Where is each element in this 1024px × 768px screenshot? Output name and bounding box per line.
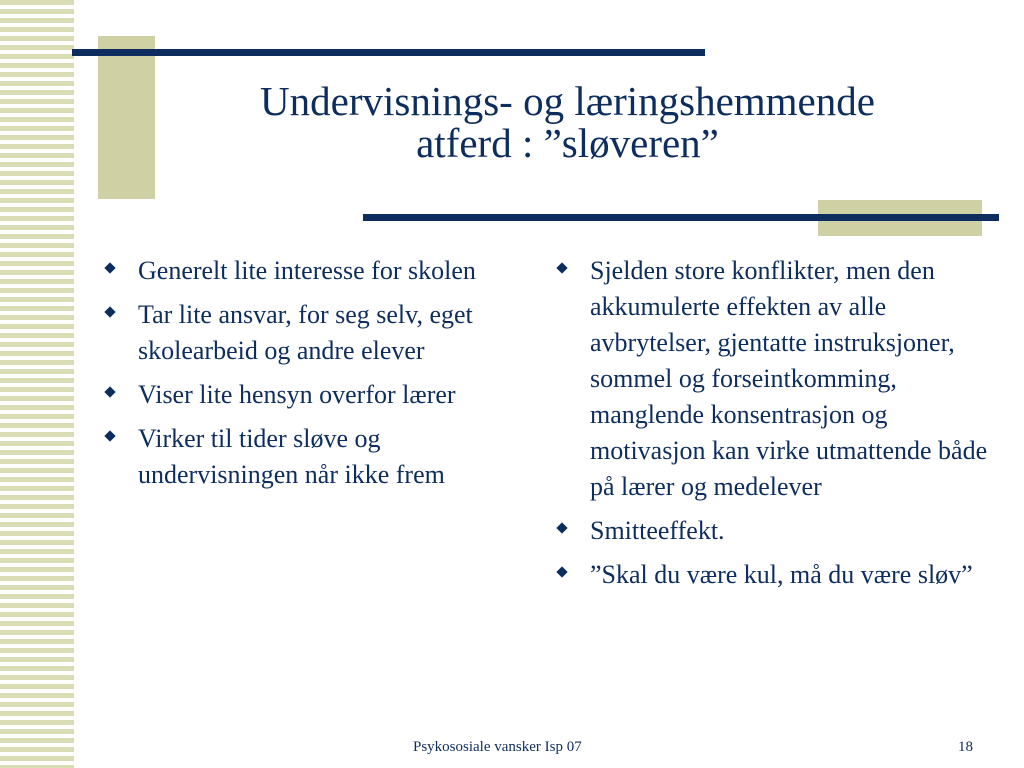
slide-title-line-1: Undervisnings- og læringshemmende bbox=[260, 78, 875, 124]
footer-presentation-name: Psykososiale vansker Isp 07 bbox=[413, 739, 582, 755]
diamond-bullet-icon bbox=[556, 566, 567, 577]
left-list-item bbox=[104, 297, 524, 369]
slide-title bbox=[150, 80, 985, 164]
diamond-bullet-icon bbox=[104, 430, 115, 441]
left-bullet-list bbox=[104, 253, 524, 501]
left-list-item bbox=[104, 377, 524, 413]
diamond-bullet-icon bbox=[104, 386, 115, 397]
decorative-stripes bbox=[0, 0, 74, 768]
left-list-item-text: Virker til tider sløve og undervisningen når ikke frem bbox=[138, 424, 445, 489]
right-list-item bbox=[556, 557, 992, 593]
diamond-bullet-icon bbox=[104, 306, 115, 317]
right-list-item bbox=[556, 513, 992, 549]
right-list-item-text: ”Skal du være kul, må du være sløv” bbox=[590, 560, 973, 589]
left-list-item bbox=[104, 253, 524, 289]
right-list-item-text: Sjelden store konflikter, men den akkumulerte effekten av alle avbrytelser, gjentatte instruksjoner, sommel og forseintkomming, manglende konsentrasjon og motivasjon kan virke utmattende både på lærer og medelever bbox=[590, 256, 988, 501]
slide-title-line-2: atferd : ”sløveren” bbox=[416, 120, 719, 166]
left-list-item-text: Tar lite ansvar, for seg selv, eget skolearbeid og andre elever bbox=[138, 300, 473, 365]
footer-page-number: 18 bbox=[958, 739, 973, 755]
right-bullet-list bbox=[556, 253, 992, 601]
title-rule-top bbox=[72, 49, 705, 56]
diamond-bullet-icon bbox=[104, 262, 115, 273]
left-list-item-text: Generelt lite interesse for skolen bbox=[138, 256, 476, 285]
diamond-bullet-icon bbox=[556, 522, 567, 533]
left-list-item bbox=[104, 421, 524, 493]
title-rule-bottom bbox=[363, 214, 999, 221]
diamond-bullet-icon bbox=[556, 262, 567, 273]
right-list-item-text: Smitteeffekt. bbox=[590, 516, 725, 545]
left-list-item-text: Viser lite hensyn overfor lærer bbox=[138, 380, 456, 409]
decorative-block-top bbox=[98, 36, 155, 199]
right-list-item bbox=[556, 253, 992, 505]
